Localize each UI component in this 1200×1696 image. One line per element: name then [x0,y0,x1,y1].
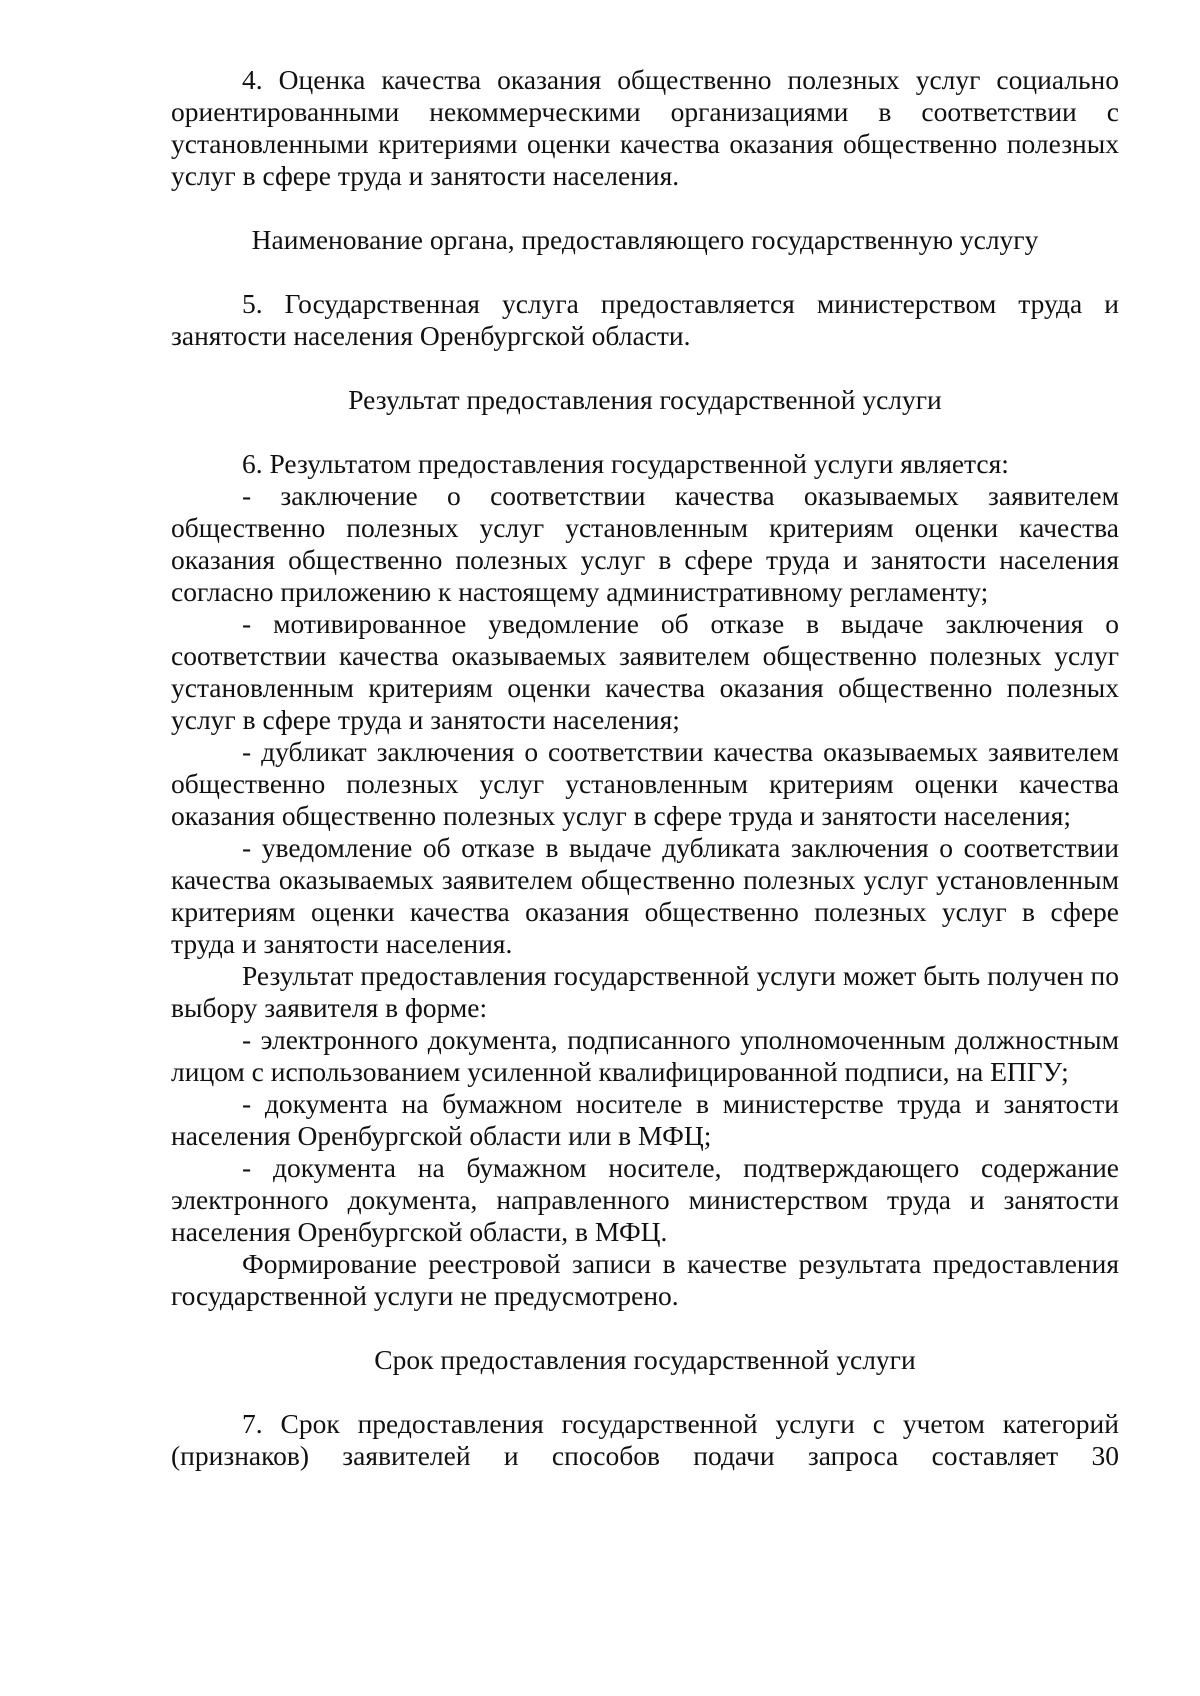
paragraph-6-item-3: - дубликат заключения о соответствии качества оказываемых заявителем общественно полезных услуг установленным критериям оценки качества оказания общественно полезных услуг в сфере труда и занятости населения; [171,736,1119,831]
heading-result: Результат предоставления государственной услуги [348,384,942,415]
paragraph-7: 7. Срок предоставления государственной услуги с учетом категорий (признаков) заявителей и способов подачи запроса составляет 30 [171,1408,1119,1471]
spacer [171,256,1119,288]
form-item-2: - документа на бумажном носителе в министерстве труда и занятости населения Оренбургской области или в МФЦ; [171,1088,1119,1151]
form-item-3: - документа на бумажном носителе, подтверждающего содержание электронного документа, направленного министерством труда и занятости населения Оренбургской области, в МФЦ. [171,1152,1119,1247]
paragraph-6-item-1: - заключение о соответствии качества оказываемых заявителем общественно полезных услуг установленным критериям оценки качества оказания общественно полезных услуг в сфере труда и занятости населения согласно приложению к настоящему административному регламенту; [171,480,1119,607]
form-item-1: - электронного документа, подписанного уполномоченным должностным лицом с использованием усиленной квалифицированной подписи, на ЕПГУ; [171,1024,1119,1087]
paragraph-5: 5. Государственная услуга предоставляется министерством труда и занятости населения Оренбургской области. [171,288,1119,351]
heading-organ: Наименование органа, предоставляющего государственную услугу [251,224,1039,255]
paragraph-6-intro: 6. Результатом предоставления государственной услуги является: [242,448,1009,479]
paragraph-registry: Формирование реестровой записи в качестве результата предоставления государственной услуги не предусмотрено. [171,1248,1119,1311]
spacer [171,416,1119,448]
paragraph-6-item-2: - мотивированное уведомление об отказе в выдаче заключения о соответствии качества оказываемых заявителем общественно полезных услуг установленным критериям оценки качества оказания общественно полезных услуг в сфере труда и занятости населения; [171,608,1119,735]
document-page [171,64,1119,1472]
spacer [171,1312,1119,1344]
paragraph-4: 4. Оценка качества оказания общественно полезных услуг социально ориентированными некоммерческими организациями в соответствии с установленными критериями оценки качества оказания общественно полезных услуг в сфере труда и занятости населения. [171,64,1119,191]
spacer [171,352,1119,384]
spacer [171,1376,1119,1408]
heading-term: Срок предоставления государственной услуги [374,1344,916,1375]
paragraph-result-form: Результат предоставления государственной услуги может быть получен по выбору заявителя в форме: [171,960,1119,1023]
spacer [171,192,1119,224]
paragraph-6-item-4: - уведомление об отказе в выдаче дубликата заключения о соответствии качества оказываемых заявителем общественно полезных услуг установленным критериям оценки качества оказания общественно полезных услуг в сфере труда и занятости населения. [171,832,1119,959]
